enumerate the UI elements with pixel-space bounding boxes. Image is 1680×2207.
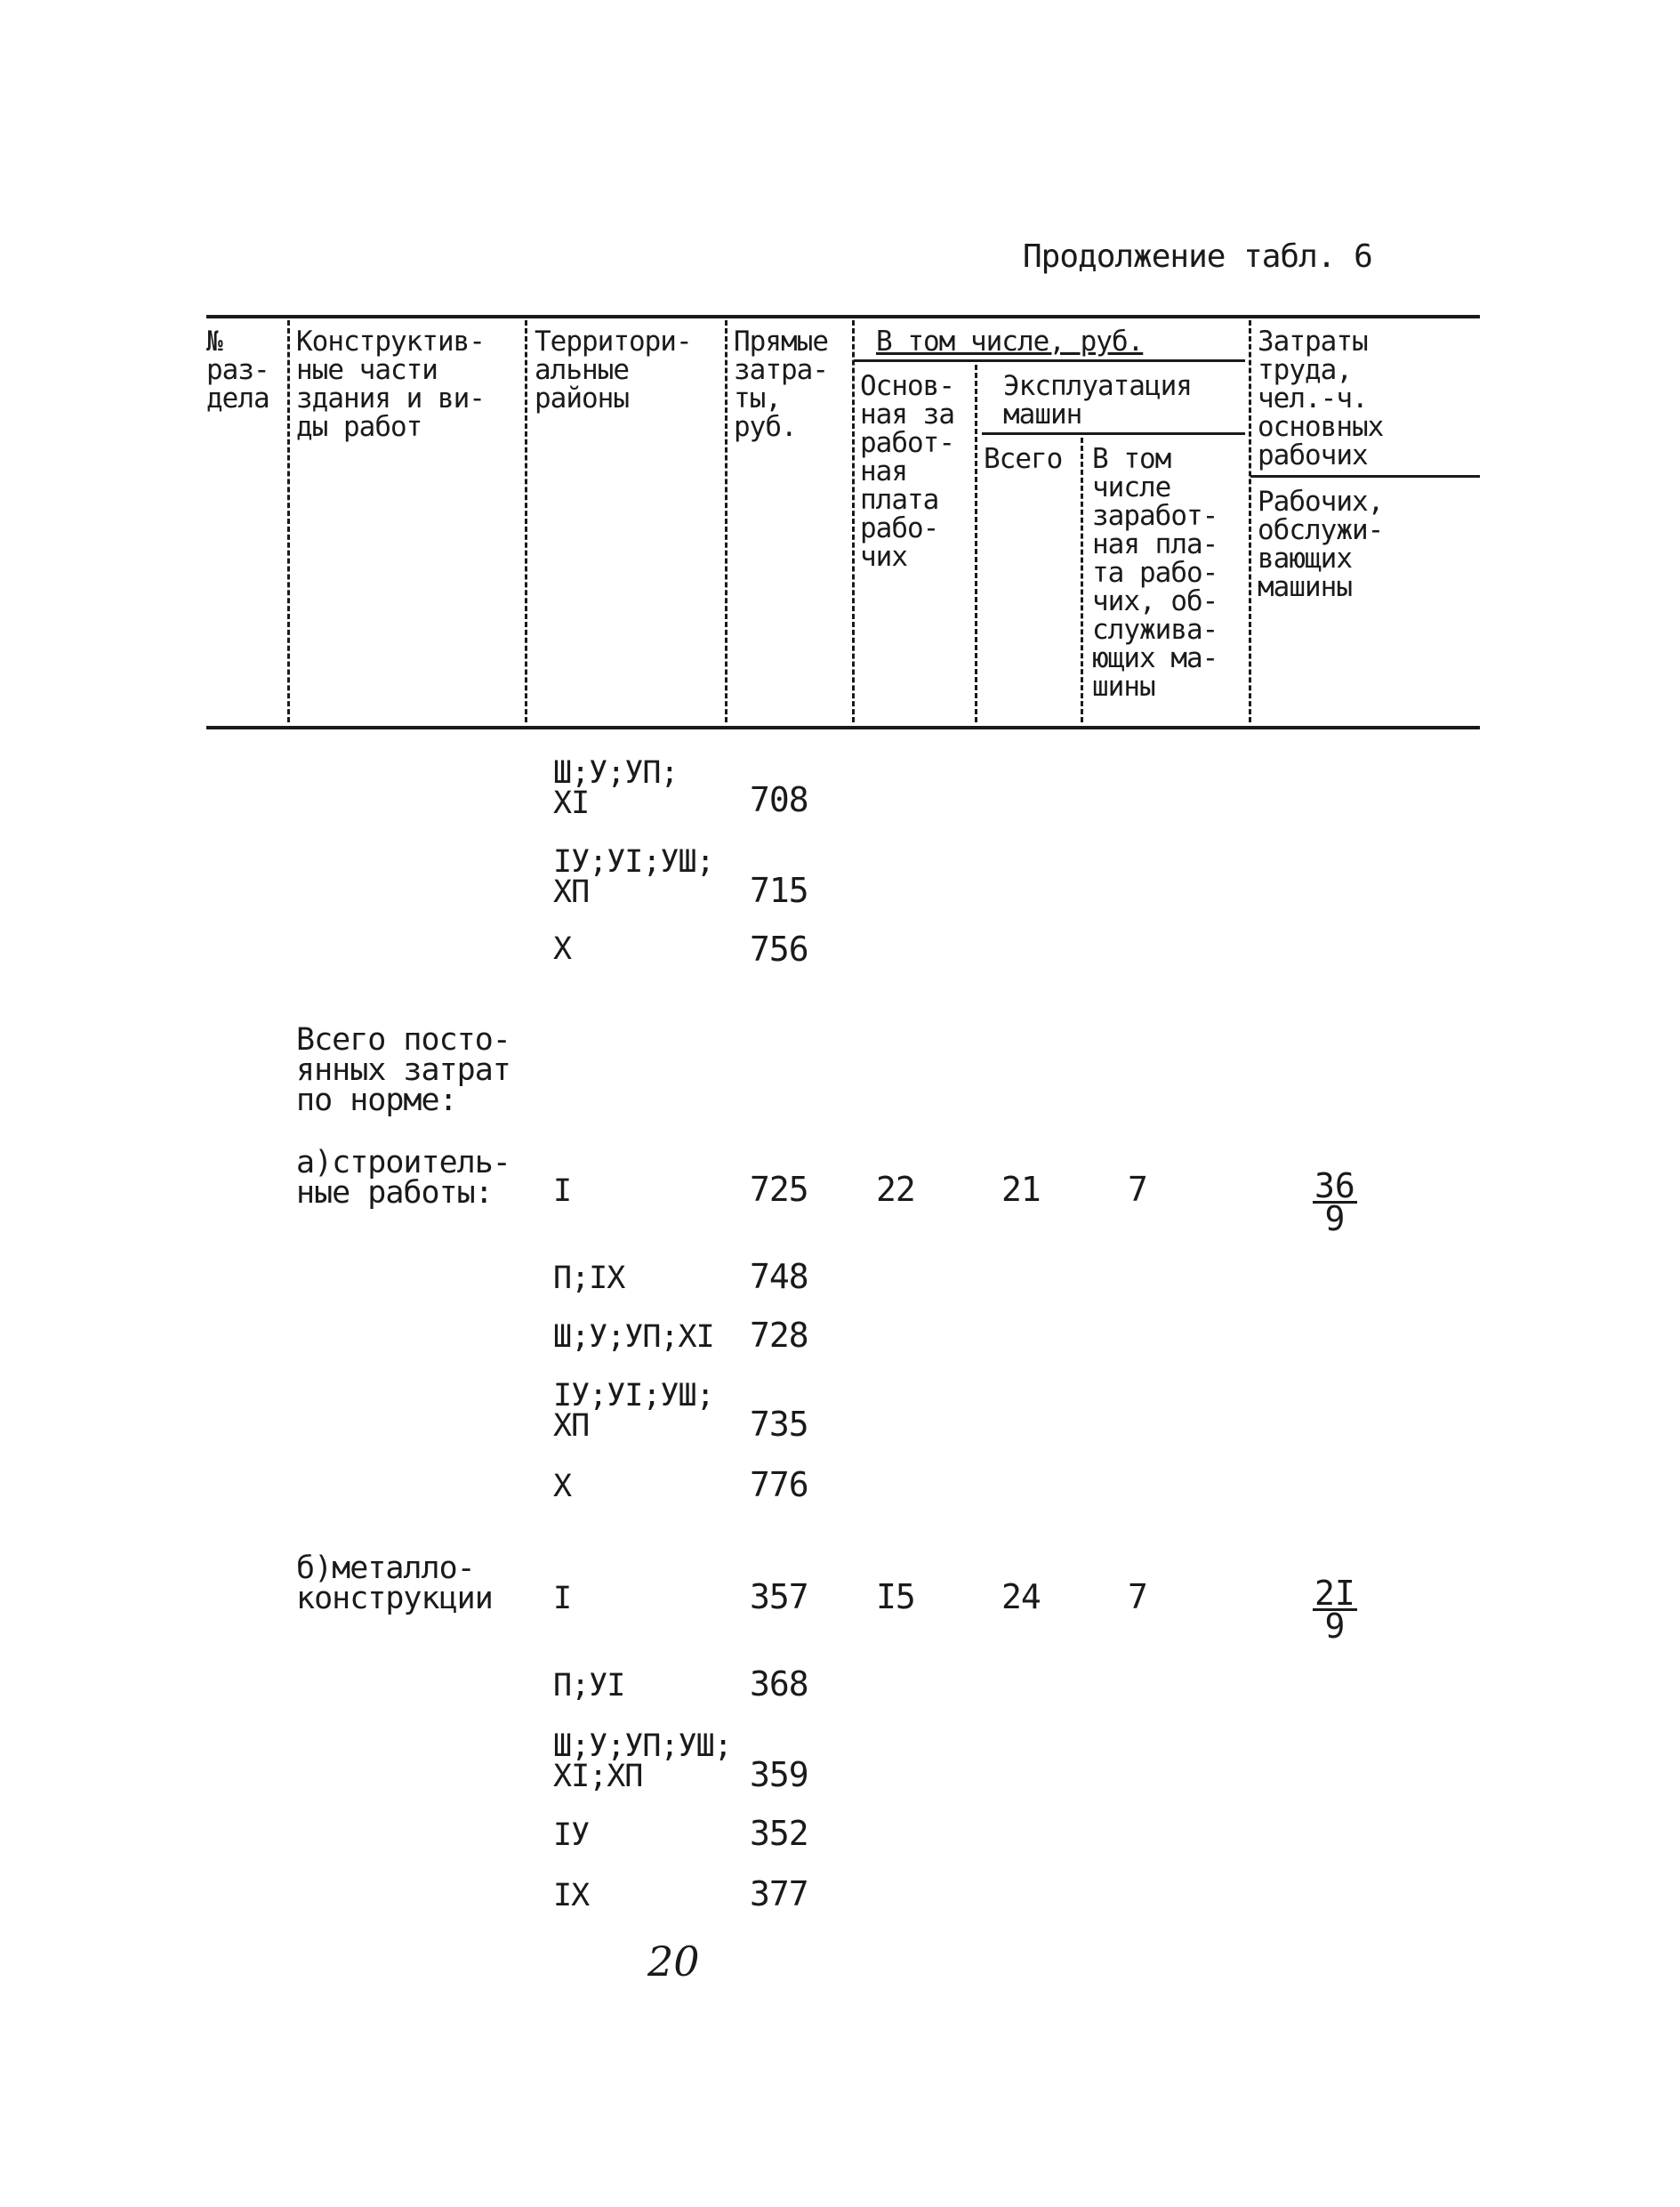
header-machines-total: Всего bbox=[984, 443, 1063, 475]
section-label: Всего посто- янных затрат по норме: bbox=[296, 1022, 510, 1118]
region-cell: X bbox=[553, 931, 572, 967]
direct-cost-cell: 728 bbox=[750, 1316, 808, 1355]
header-labor-machine-workers: Рабочих, обслужи- вающих машины bbox=[1258, 486, 1384, 603]
labor-fraction bbox=[1313, 1574, 1357, 1646]
labor-fraction bbox=[1313, 1166, 1357, 1238]
region-cell: IУ;УI;УШ; XП bbox=[553, 1378, 714, 1444]
region-cell: X bbox=[553, 1469, 572, 1504]
col-divider-6 bbox=[1081, 438, 1083, 722]
table-caption: Продолжение табл. 6 bbox=[1023, 238, 1372, 275]
region-cell: IУ bbox=[553, 1817, 590, 1853]
direct-cost-cell: 715 bbox=[750, 871, 808, 910]
direct-cost-cell: 748 bbox=[750, 1257, 808, 1296]
region-cell: П;IX bbox=[553, 1261, 625, 1296]
labor-machine-value: 9 bbox=[1324, 1607, 1346, 1646]
header-machine-operation: Эксплуатация машин bbox=[1003, 370, 1192, 431]
labor-main-value: 36 bbox=[1314, 1166, 1355, 1205]
col-divider-3 bbox=[725, 320, 727, 722]
direct-cost-cell: 359 bbox=[750, 1755, 808, 1794]
region-cell: I bbox=[553, 1173, 572, 1209]
direct-cost-cell: 352 bbox=[750, 1814, 808, 1853]
col-divider-5 bbox=[975, 365, 977, 722]
col-divider-4 bbox=[852, 320, 855, 722]
region-cell: Ш;У;УП;УШ; XI;XП bbox=[553, 1728, 732, 1794]
direct-cost-cell: 776 bbox=[750, 1465, 808, 1504]
direct-cost-cell: 756 bbox=[750, 930, 808, 969]
direct-cost-cell: 368 bbox=[750, 1664, 808, 1704]
machines-wage-cell: 7 bbox=[1128, 1577, 1147, 1616]
incl-under-rule bbox=[854, 359, 1245, 362]
region-cell: I bbox=[553, 1581, 572, 1616]
col-divider-2 bbox=[525, 320, 527, 722]
region-cell: П;УI bbox=[553, 1668, 625, 1704]
base-wage-cell: I5 bbox=[876, 1577, 915, 1616]
direct-cost-cell: 357 bbox=[750, 1577, 808, 1616]
machines-total-cell: 24 bbox=[1001, 1577, 1041, 1616]
direct-cost-cell: 708 bbox=[750, 780, 808, 819]
header-machines-wage: В том числе заработ- ная пла- та рабо- чих, об- служива- ющих ма- шины bbox=[1092, 443, 1218, 703]
header-base-wage: Основ- ная за работ- ная плата рабо- чих bbox=[860, 370, 954, 573]
page-number: 20 bbox=[647, 1937, 700, 1985]
header-territorial-regions: Территори- альные районы bbox=[535, 326, 692, 415]
header-including: В том числе, руб. bbox=[876, 326, 1144, 358]
machines-wage-cell: 7 bbox=[1128, 1170, 1147, 1209]
region-cell: Ш;У;УП; XI bbox=[553, 755, 679, 821]
header-structural-parts: Конструктив- ные части здания и ви- ды работ bbox=[296, 326, 485, 443]
machines-total-cell: 21 bbox=[1001, 1170, 1041, 1209]
direct-cost-cell: 735 bbox=[750, 1405, 808, 1444]
region-cell: IУ;УI;УШ; XП bbox=[553, 844, 714, 910]
machines-under-rule bbox=[982, 432, 1245, 435]
region-cell: IX bbox=[553, 1878, 590, 1913]
header-direct-costs: Прямые затра- ты, руб. bbox=[734, 326, 828, 443]
section-label: б)металло- конструкции bbox=[296, 1551, 493, 1616]
region-cell: Ш;У;УП;XI bbox=[553, 1319, 714, 1355]
section-label: а)строитель- ные работы: bbox=[296, 1145, 510, 1211]
labor-main-value: 2I bbox=[1314, 1574, 1355, 1613]
labor-machine-value: 9 bbox=[1324, 1199, 1346, 1238]
header-section-number: № раз- дела bbox=[206, 326, 269, 415]
col-divider-1 bbox=[287, 320, 290, 722]
base-wage-cell: 22 bbox=[876, 1170, 915, 1209]
header-labor-costs: Затраты труда, чел.-ч. основных рабочих bbox=[1258, 326, 1384, 471]
header-bottom-rule bbox=[206, 726, 1480, 729]
header-top-rule bbox=[206, 315, 1480, 318]
col-divider-7 bbox=[1249, 320, 1251, 722]
direct-cost-cell: 377 bbox=[750, 1874, 808, 1913]
labor-under-rule bbox=[1250, 475, 1480, 478]
direct-cost-cell: 725 bbox=[750, 1170, 808, 1209]
